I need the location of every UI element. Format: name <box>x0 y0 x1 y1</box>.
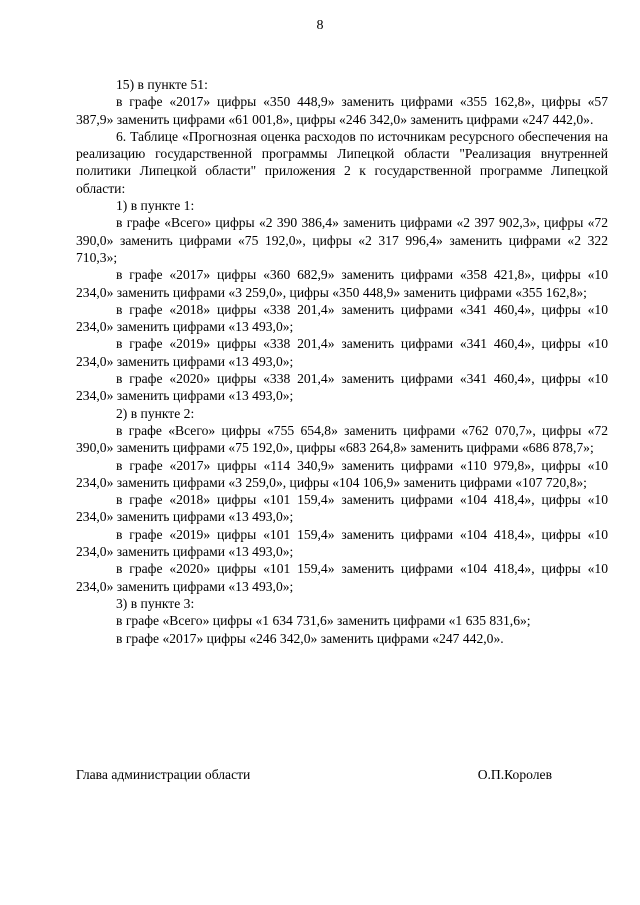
paragraph: в графе «2017» цифры «114 340,9» заменить цифрами «110 979,8», цифры «10 234,0» заменить цифрами «3 259,0», цифры «104 106,9» заменить цифрами «107 720,8»; <box>76 457 608 490</box>
paragraph: в графе «2017» цифры «360 682,9» заменить цифрами «358 421,8», цифры «10 234,0» заменить цифрами «3 259,0», цифры «350 448,9» заменить цифрами «355 162,8»; <box>76 267 608 300</box>
paragraph: в графе «2018» цифры «101 159,4» заменить цифрами «104 418,4», цифры «10 234,0» заменить цифрами «13 493,0»; <box>76 492 608 525</box>
paragraph: в графе «2017» цифры «350 448,9» заменить цифрами «355 162,8», цифры «57 387,9» заменить цифрами «61 001,8», цифры «246 342,0» заменить цифрами «247 442,0». <box>76 94 608 127</box>
paragraph: в графе «2019» цифры «101 159,4» заменить цифрами «104 418,4», цифры «10 234,0» заменить цифрами «13 493,0»; <box>76 526 608 560</box>
item-heading: 15) в пункте 51: <box>116 77 208 92</box>
section-heading: 6. Таблице «Прогнозная оценка расходов по источникам ресурсного обеспечения на реализацию государственной программы Липецкой области "Реализация внутренней политики Липецкой области" приложения 2 к государственной программе Липецкой области: <box>76 128 608 196</box>
item-heading: 3) в пункте 3: <box>116 595 195 611</box>
paragraph: в графе «2020» цифры «338 201,4» заменить цифрами «341 460,4», цифры «10 234,0» заменить цифрами «13 493,0»; <box>76 371 608 404</box>
signature-block <box>76 767 552 783</box>
paragraph: в графе «Всего» цифры «2 390 386,4» заменить цифрами «2 397 902,3», цифры «72 390,0» заменить цифрами «75 192,0», цифры «2 317 996,4» заменить цифрами «2 322 710,3»; <box>76 215 608 265</box>
paragraph: в графе «Всего» цифры «755 654,8» заменить цифрами «762 070,7», цифры «72 390,0» заменить цифрами «75 192,0», цифры «683 264,8» заменить цифрами «686 878,7»; <box>76 422 608 456</box>
signatory-name: О.П.Королев <box>477 767 552 782</box>
paragraph: в графе «2020» цифры «101 159,4» заменить цифрами «104 418,4», цифры «10 234,0» заменить цифрами «13 493,0»; <box>76 561 608 594</box>
document-body <box>76 76 608 647</box>
paragraph: в графе «2018» цифры «338 201,4» заменить цифрами «341 460,4», цифры «10 234,0» заменить цифрами «13 493,0»; <box>76 301 608 335</box>
signatory-position: Глава администрации области <box>76 767 251 782</box>
page-number: 8 <box>316 18 324 33</box>
paragraph: в графе «Всего» цифры «1 634 731,6» заменить цифрами «1 635 831,6»; <box>116 613 531 629</box>
item-heading: 2) в пункте 2: <box>116 405 195 421</box>
paragraph: в графе «2017» цифры «246 342,0» заменить цифрами «247 442,0». <box>116 630 504 646</box>
paragraph: в графе «2019» цифры «338 201,4» заменить цифрами «341 460,4», цифры «10 234,0» заменить цифрами «13 493,0»; <box>76 336 608 369</box>
item-heading: 1) в пункте 1: <box>116 198 195 214</box>
